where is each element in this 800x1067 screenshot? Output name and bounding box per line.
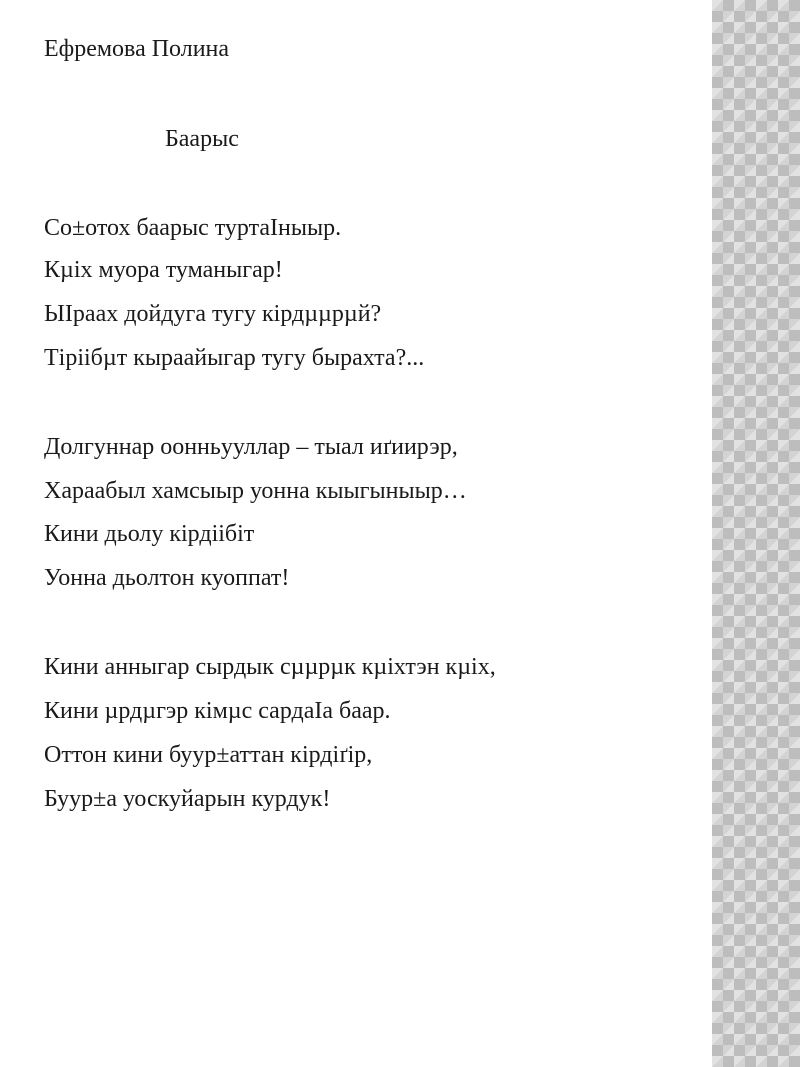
- poem-line: Уонна дьолтон куоппат!: [44, 565, 290, 591]
- poem-line: Хараабыл хамсыыр уонна кыыгыныыр…: [44, 478, 467, 504]
- author-name: Ефремова Полина: [44, 36, 230, 62]
- poem-line: Со±отох баарыс туртаІныыр.: [44, 215, 342, 241]
- poem-line: Кини µрдµгэр кімµс сардаІа баар.: [44, 698, 391, 724]
- poem-line: Кини анныгар сырдык сµµрµк кµіхтэн кµіх,: [44, 654, 496, 680]
- poem-line: Долгуннар оонньууллар – тыал иґиирэр,: [44, 434, 458, 460]
- poem-line: Оттон кини буур±аттан кірдіґір,: [44, 742, 373, 768]
- poem-line: Буур±а уоскуйарын курдук!: [44, 786, 331, 812]
- poem-line: Кини дьолу кірдіібіт: [44, 521, 255, 547]
- poem-line: ЫІраах дойдуга тугу кірдµµрµй?: [44, 301, 382, 327]
- poem-line: Тіріібµт кыраайыгар тугу бырахта?...: [44, 345, 425, 371]
- decorative-side-strip: [712, 0, 800, 1067]
- poem-title: Баарыс: [165, 126, 239, 152]
- poem-line: Кµіх муора туманыгар!: [44, 257, 283, 283]
